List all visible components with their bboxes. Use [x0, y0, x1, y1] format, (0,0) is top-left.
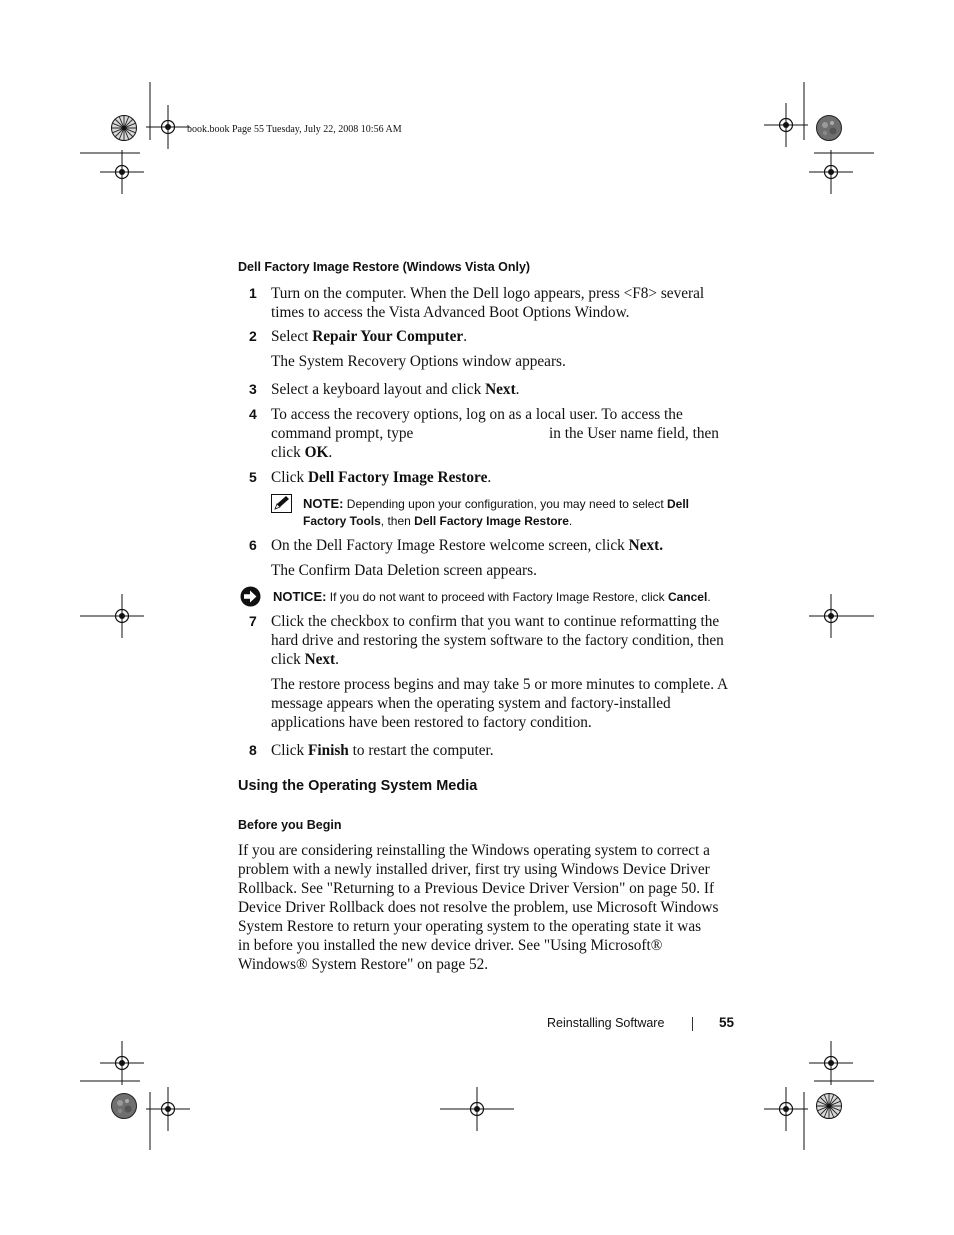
step-text: Click Dell Factory Image Restore. [271, 469, 492, 486]
step-number: 6 [249, 537, 257, 553]
pencil-note-icon [271, 494, 292, 513]
step-text: Select a keyboard layout and click Next. [271, 381, 520, 398]
note-callout: NOTE: Depending upon your configuration, you may need to select Dell Factory Tools, then Dell Factory Image Restore. [303, 496, 690, 528]
arrow-notice-icon [240, 586, 261, 607]
body-paragraph: If you are considering reinstalling the Windows operating system to correct a problem with a newly installed driver, first try using Windows Device Driver Rollback. See "Returning to a Previous Device Driver Version" on page 50. If Device Driver Rollback does not resolve the problem, use Microsoft Windows System Restore to return your operating system to the operating state it was in before you installed the new device driver. See "Using Microsoft® Windows® System Restore" on page 52. [238, 842, 719, 973]
step-text: Click Finish to restart the computer. [271, 742, 494, 759]
page-number: 55 [719, 1015, 735, 1030]
step-text: On the Dell Factory Image Restore welcome screen, click Next. [271, 537, 664, 554]
footer-section-title: Reinstalling Software [547, 1016, 665, 1030]
step-result-text: The System Recovery Options window appears. [271, 353, 566, 370]
section-heading: Dell Factory Image Restore (Windows Vista Only) [238, 260, 531, 274]
step-text: Click the checkbox to confirm that you want to continue reformatting the hard drive and restoring the system software to the factory condition, then click Next. [271, 613, 724, 668]
step-number: 1 [249, 285, 257, 301]
step-number: 5 [249, 469, 257, 485]
step-number: 7 [249, 613, 257, 629]
running-header: book.book Page 55 Tuesday, July 22, 2008 10:56 AM [187, 124, 402, 135]
subsection-heading: Before you Begin [238, 818, 342, 832]
footer-divider [692, 1017, 693, 1031]
step-number: 3 [249, 381, 257, 397]
step-text: Select Repair Your Computer. [271, 328, 468, 345]
step-text: To access the recovery options, log on as a local user. To access the command prompt, type in the User name field, then click OK. [271, 406, 719, 461]
step-number: 4 [249, 406, 257, 422]
step-text: Turn on the computer. When the Dell logo appears, press <F8> several times to access the Vista Advanced Boot Options Window. [271, 285, 705, 321]
step-number: 8 [249, 742, 257, 758]
step-number: 2 [249, 328, 257, 344]
notice-callout: NOTICE: If you do not want to proceed with Factory Image Restore, click Cancel. [273, 589, 711, 604]
section-heading: Using the Operating System Media [238, 778, 478, 794]
step-result-text: The Confirm Data Deletion screen appears. [271, 562, 537, 579]
step-result-text: The restore process begins and may take 5 or more minutes to complete. A message appears when the operating system and factory-installed applications have been restored to factory condition. [271, 676, 729, 731]
